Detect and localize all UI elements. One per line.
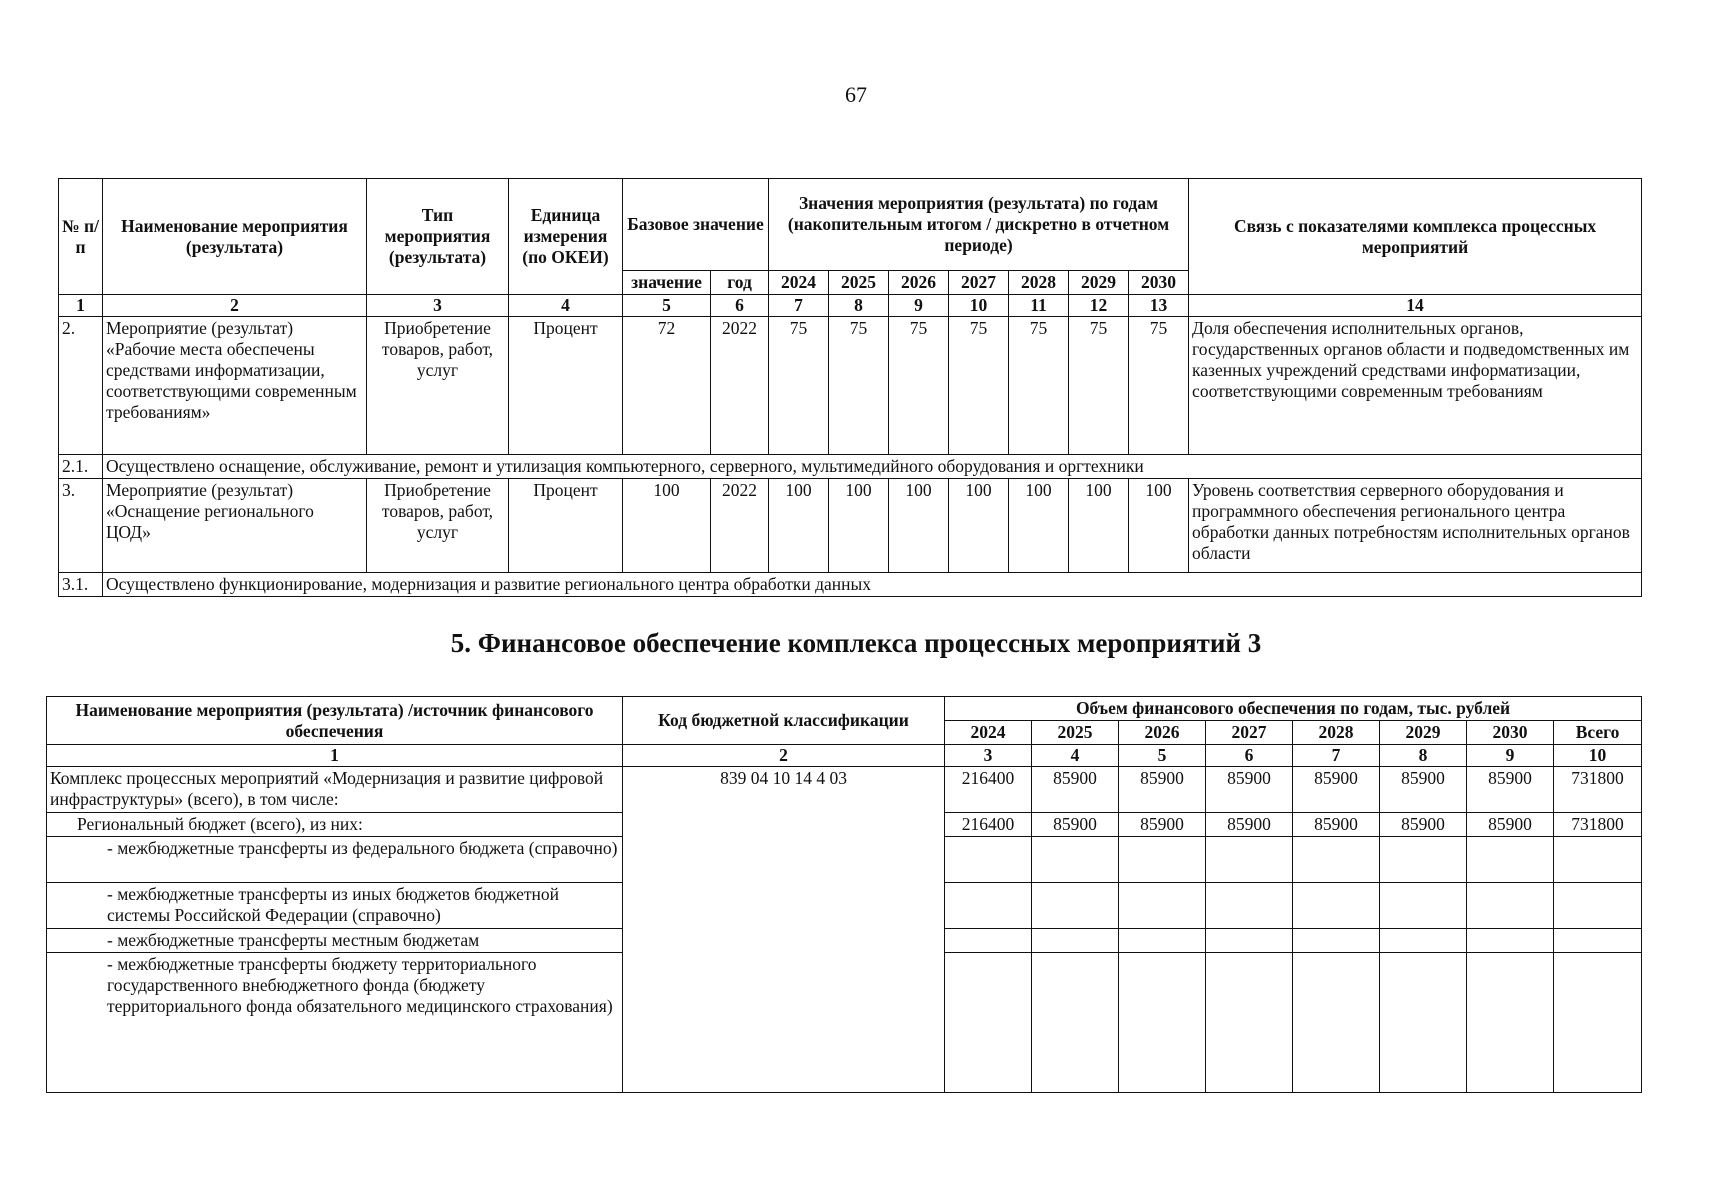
row-name: - межбюджетные трансферты из федерального бюджета (справочно) — [47, 837, 623, 883]
row-name: - межбюджетные трансферты из иных бюджетов бюджетной системы Российской Федерации (справочно) — [47, 883, 623, 929]
row-value: 75 — [1129, 317, 1189, 455]
col-number: 5 — [623, 295, 711, 317]
col-number: 10 — [949, 295, 1009, 317]
row-value — [1032, 883, 1119, 929]
section-title: 5. Финансовое обеспечение комплекса процессных мероприятий 3 — [450, 628, 1262, 658]
row-base-year: 2022 — [711, 317, 769, 455]
row-link: Уровень соответствия серверного оборудования и программного обеспечения регионального центра обработки данных потребностям исполнительных органов области — [1189, 479, 1642, 573]
header-num: № п/п — [59, 179, 103, 295]
row-name: Комплекс процессных мероприятий «Модернизация и развитие цифровой инфраструктуры» (всего), в том числе: — [47, 767, 623, 813]
table-row — [47, 767, 1642, 813]
header-year: 2028 — [1009, 271, 1069, 295]
col-number: 7 — [1293, 745, 1380, 767]
row-value — [1293, 929, 1380, 953]
table-row — [59, 573, 1642, 597]
row-value — [1206, 953, 1293, 1093]
row-type: Приобретение товаров, работ, услуг — [367, 317, 509, 455]
header-name: Наименование мероприятия (результата) — [103, 179, 367, 295]
col-number: 9 — [889, 295, 949, 317]
row-value — [1380, 953, 1467, 1093]
row-value — [1119, 929, 1206, 953]
header-year: 2026 — [1119, 721, 1206, 745]
row-value — [945, 883, 1032, 929]
row-value — [1032, 837, 1119, 883]
row-total — [1554, 929, 1642, 953]
header-values: Значения мероприятия (результата) по годам (накопительным итогом / дискретно в отчетном периоде) — [769, 179, 1189, 271]
header-name: Наименование мероприятия (результата) /источник финансового обеспечения — [47, 697, 623, 745]
row-value — [1032, 929, 1119, 953]
header-year: 2030 — [1129, 271, 1189, 295]
row-value: 85900 — [1467, 813, 1554, 837]
col-number: 5 — [1119, 745, 1206, 767]
row-value — [1467, 837, 1554, 883]
header-code: Код бюджетной классификации — [623, 697, 945, 745]
header-base-year: год — [711, 271, 769, 295]
col-number: 10 — [1554, 745, 1642, 767]
row-type: Приобретение товаров, работ, услуг — [367, 479, 509, 573]
row-total: 731800 — [1554, 813, 1642, 837]
row-value — [1293, 883, 1380, 929]
row-num: 2. — [59, 317, 103, 455]
col-number: 3 — [945, 745, 1032, 767]
row-value: 85900 — [1467, 767, 1554, 813]
row-value: 100 — [1009, 479, 1069, 573]
header-year: 2027 — [1206, 721, 1293, 745]
col-number: 3 — [367, 295, 509, 317]
row-base-year: 2022 — [711, 479, 769, 573]
row-value: 100 — [1129, 479, 1189, 573]
header-year: 2026 — [889, 271, 949, 295]
row-total — [1554, 953, 1642, 1093]
table-row — [59, 317, 1642, 455]
row-value — [1032, 953, 1119, 1093]
row-value: 75 — [1069, 317, 1129, 455]
row-value — [945, 929, 1032, 953]
row-base-value: 72 — [623, 317, 711, 455]
row-value — [1119, 883, 1206, 929]
row-value — [1206, 883, 1293, 929]
row-note: Осуществлено функционирование, модернизация и развитие регионального центра обработки данных — [103, 573, 1642, 597]
header-total: Всего — [1554, 721, 1642, 745]
row-base-value: 100 — [623, 479, 711, 573]
row-value: 100 — [889, 479, 949, 573]
row-name: Мероприятие (результат) «Оснащение регионального ЦОД» — [103, 479, 367, 573]
row-value: 75 — [889, 317, 949, 455]
page-number: 67 — [845, 82, 867, 107]
results-table — [58, 178, 1642, 597]
row-value — [1380, 883, 1467, 929]
row-value: 85900 — [1032, 813, 1119, 837]
row-value: 85900 — [1032, 767, 1119, 813]
row-value — [1119, 837, 1206, 883]
header-type: Тип мероприятия (результата) — [367, 179, 509, 295]
column-numbers-row — [59, 295, 1642, 317]
row-value: 85900 — [1206, 813, 1293, 837]
header-year: 2027 — [949, 271, 1009, 295]
row-value: 216400 — [945, 767, 1032, 813]
col-number: 2 — [103, 295, 367, 317]
row-value: 100 — [829, 479, 889, 573]
row-value — [1206, 929, 1293, 953]
header-year: 2025 — [1032, 721, 1119, 745]
financing-table — [46, 696, 1642, 1093]
row-total — [1554, 883, 1642, 929]
col-number: 4 — [1032, 745, 1119, 767]
header-base-value: значение — [623, 271, 711, 295]
row-value — [1380, 837, 1467, 883]
row-value — [1380, 929, 1467, 953]
row-total — [1554, 837, 1642, 883]
row-value: 75 — [949, 317, 1009, 455]
row-name: - межбюджетные трансферты бюджету территориального государственного внебюджетного фонда (бюджету территориального фонда обязательного медицинского страхования) — [47, 953, 623, 1093]
row-value: 85900 — [1119, 813, 1206, 837]
col-number: 12 — [1069, 295, 1129, 317]
row-value: 216400 — [945, 813, 1032, 837]
row-num: 3.1. — [59, 573, 103, 597]
row-name: - межбюджетные трансферты местным бюджетам — [47, 929, 623, 953]
header-unit: Единица измерения (по ОКЕИ) — [509, 179, 623, 295]
col-number: 8 — [829, 295, 889, 317]
row-value — [945, 953, 1032, 1093]
row-name: Мероприятие (результат) «Рабочие места обеспечены средствами информатизации, соответствующими современным требованиям» — [103, 317, 367, 455]
row-value: 85900 — [1119, 767, 1206, 813]
col-number: 7 — [769, 295, 829, 317]
col-number: 2 — [623, 745, 945, 767]
header-year: 2029 — [1069, 271, 1129, 295]
row-value: 75 — [829, 317, 889, 455]
row-num: 3. — [59, 479, 103, 573]
row-value: 85900 — [1380, 813, 1467, 837]
header-volume: Объем финансового обеспечения по годам, тыс. рублей — [945, 697, 1642, 721]
col-number: 1 — [47, 745, 623, 767]
row-value: 85900 — [1206, 767, 1293, 813]
col-number: 6 — [1206, 745, 1293, 767]
row-value — [1467, 883, 1554, 929]
col-number: 6 — [711, 295, 769, 317]
row-note: Осуществлено оснащение, обслуживание, ремонт и утилизация компьютерного, серверного, мультимедийного оборудования и оргтехники — [103, 455, 1642, 479]
header-year: 2024 — [945, 721, 1032, 745]
row-value: 100 — [769, 479, 829, 573]
row-value: 85900 — [1293, 813, 1380, 837]
row-value — [1293, 837, 1380, 883]
header-year: 2024 — [769, 271, 829, 295]
table-row — [59, 455, 1642, 479]
row-link: Доля обеспечения исполнительных органов, государственных органов области и подведомственных им казенных учреждений средствами информатизации, соответствующими современным требованиям — [1189, 317, 1642, 455]
header-year: 2028 — [1293, 721, 1380, 745]
row-value: 85900 — [1293, 767, 1380, 813]
row-value — [1293, 953, 1380, 1093]
col-number: 4 — [509, 295, 623, 317]
col-number: 14 — [1189, 295, 1642, 317]
row-value: 85900 — [1380, 767, 1467, 813]
row-value — [1119, 953, 1206, 1093]
col-number: 13 — [1129, 295, 1189, 317]
row-name: Региональный бюджет (всего), из них: — [47, 813, 623, 837]
row-value — [945, 837, 1032, 883]
row-value: 75 — [1009, 317, 1069, 455]
col-number: 8 — [1380, 745, 1467, 767]
row-value: 100 — [949, 479, 1009, 573]
row-value — [1206, 837, 1293, 883]
column-numbers-row — [47, 745, 1642, 767]
header-base: Базовое значение — [623, 179, 769, 271]
col-number: 11 — [1009, 295, 1069, 317]
row-value — [1467, 929, 1554, 953]
row-value — [1467, 953, 1554, 1093]
table-row — [59, 479, 1642, 573]
header-year: 2029 — [1380, 721, 1467, 745]
row-value: 75 — [769, 317, 829, 455]
col-number: 9 — [1467, 745, 1554, 767]
row-value: 100 — [1069, 479, 1129, 573]
header-link: Связь с показателями комплекса процессных мероприятий — [1189, 179, 1642, 295]
row-num: 2.1. — [59, 455, 103, 479]
row-code: 839 04 10 14 4 03 — [623, 767, 945, 1093]
row-unit: Процент — [509, 479, 623, 573]
row-unit: Процент — [509, 317, 623, 455]
header-year: 2025 — [829, 271, 889, 295]
header-year: 2030 — [1467, 721, 1554, 745]
col-number: 1 — [59, 295, 103, 317]
row-total: 731800 — [1554, 767, 1642, 813]
